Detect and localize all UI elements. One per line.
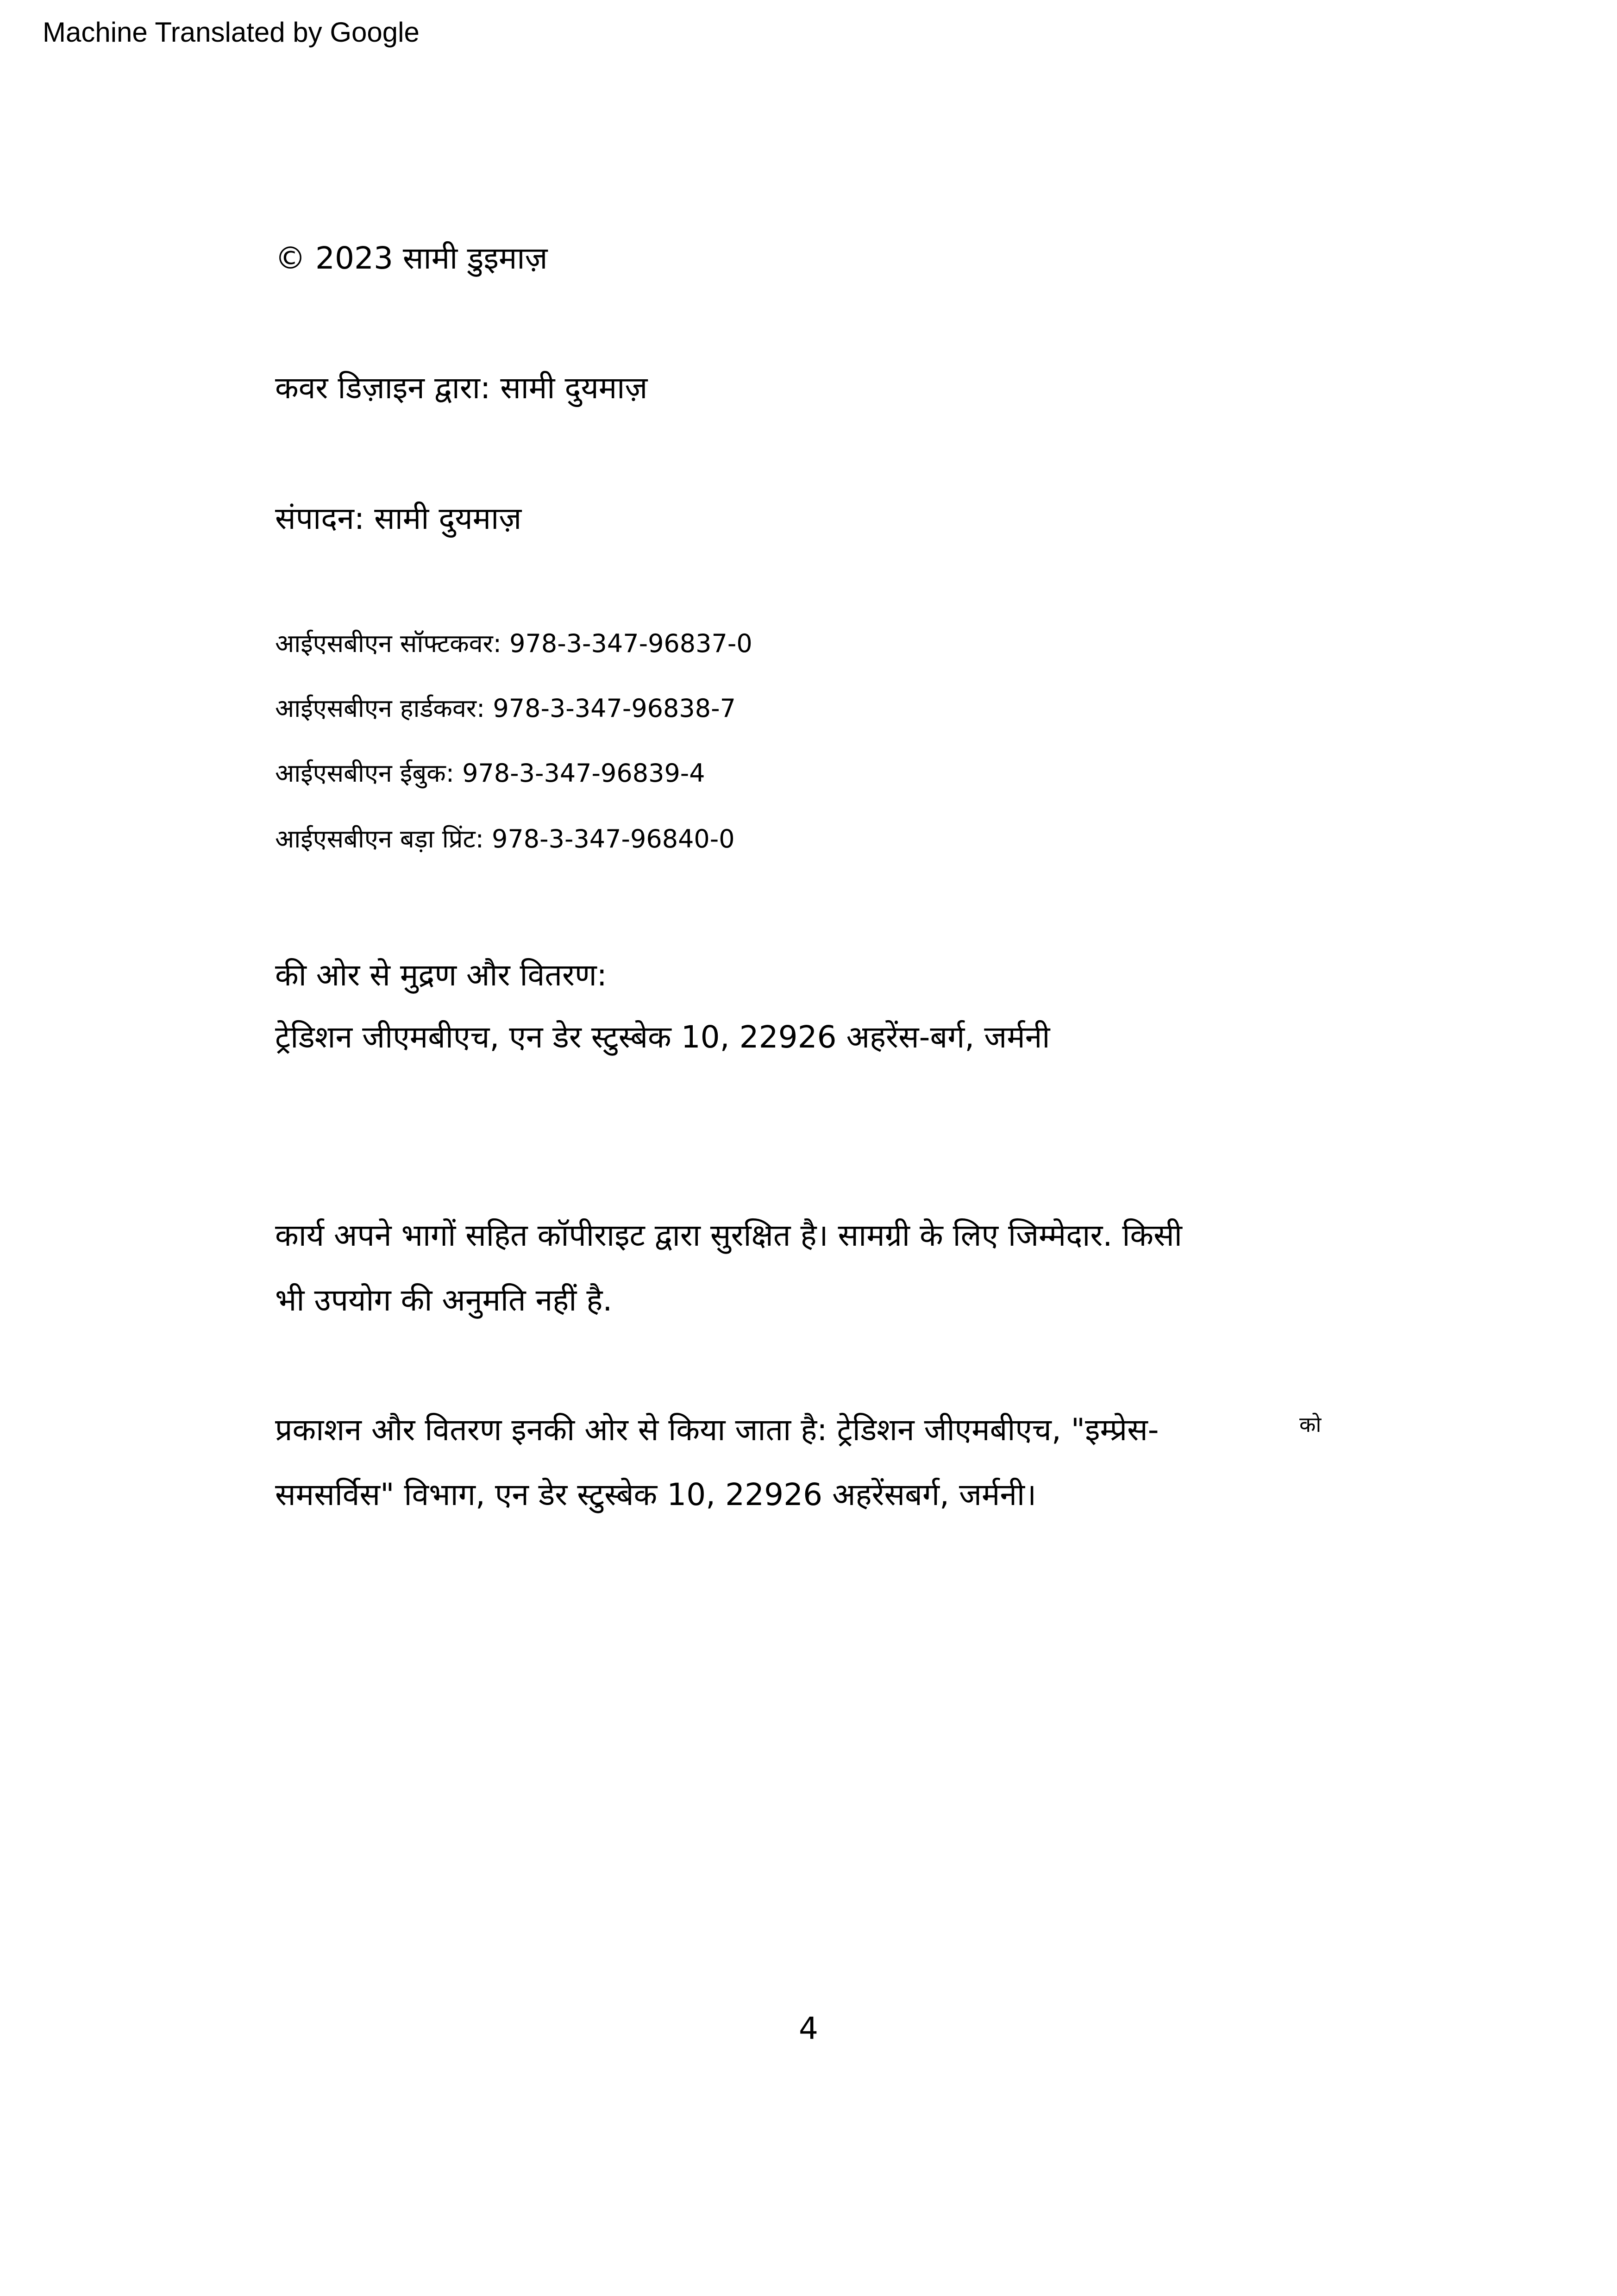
page-number: 4	[799, 2011, 818, 2046]
publication-superscript: को	[1299, 1412, 1322, 1437]
editing-credit: संपादन: सामी दुयमाज़	[275, 501, 522, 536]
publication-line-1: प्रकाशन और वितरण इनकी ओर से किया जाता है: ट्रेडिशन जीएमबीएच, "इम्प्रेस-	[275, 1412, 1159, 1448]
cover-design-credit: कवर डिज़ाइन द्वारा: सामी दुयमाज़	[275, 370, 648, 406]
isbn-hardcover: आईएसबीएन हार्डकवर: 978-3-347-96838-7	[275, 694, 736, 723]
isbn-large-print: आईएसबीएन बड़ा प्रिंट: 978-3-347-96840-0	[275, 824, 735, 853]
printing-heading: की ओर से मुद्रण और वितरण:	[275, 957, 607, 993]
isbn-softcover: आईएसबीएन सॉफ्टकवर: 978-3-347-96837-0	[275, 629, 752, 658]
machine-translation-banner: Machine Translated by Google	[43, 17, 420, 48]
rights-line-1: कार्य अपने भागों सहित कॉपीराइट द्वारा सुरक्षित है। सामग्री के लिए जिम्मेदार. किसी	[275, 1217, 1182, 1253]
publication-line-2: समसर्विस" विभाग, एन डेर स्टुस्बेक 10, 22926 अहरेंसबर्ग, जर्मनी।	[275, 1477, 1037, 1512]
rights-line-2: भी उपयोग की अनुमति नहीं है.	[275, 1282, 613, 1318]
copyright-line: © 2023 सामी डुइमाज़	[275, 240, 548, 276]
isbn-ebook: आईएसबीएन ईबुक: 978-3-347-96839-4	[275, 759, 705, 788]
printer-address: ट्रेडिशन जीएमबीएच, एन डेर स्टुस्बेक 10, 22926 अहरेंस-बर्ग, जर्मनी	[275, 1019, 1050, 1055]
